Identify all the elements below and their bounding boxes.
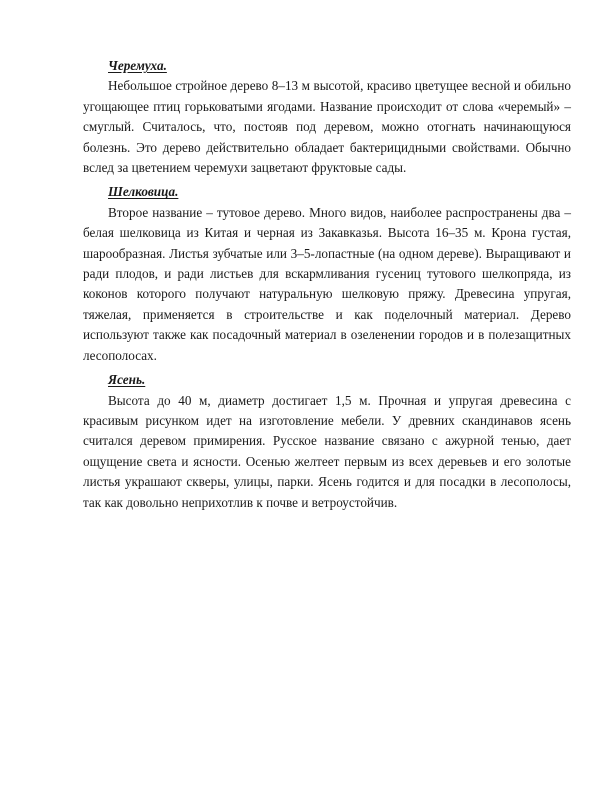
document-body bbox=[83, 56, 571, 517]
section-paragraph: Второе название – тутовое дерево. Много видов, наиболее распространены два – белая шелковица из Китая и черная из Закавказья. Высота 16–35 м. Крона густая, шарообразная. Листья зубчатые или 3–5-лопастные (на одном дереве). Выращивают и ради плодов, и ради листьев для вскармливания гусениц тутового шелкопряда, из коконов которого получают натуральную шелковую пряжу. Древесина упругая, тяжелая, применяется в строительстве и как поделочный материал. Дерево используют также как посадочный материал в озеленении городов и в полезащитных лесополосах. bbox=[83, 204, 571, 363]
section-cheremukha bbox=[83, 56, 571, 178]
section-heading: Ясень. bbox=[108, 372, 146, 388]
section-paragraph: Небольшое стройное дерево 8–13 м высотой, красиво цветущее весной и обильно угощающее птиц горьковатыми ягодами. Название происходит от слова «черемый» – смуглый. Считалось, что, постояв под деревом, можно отогнать начинающуюся болезнь. Это дерево действительно обладает бактерицидными свойствами. Обычно вслед за цветением черемухи зацветают фруктовые сады. bbox=[83, 78, 571, 176]
section-heading: Черемуха. bbox=[108, 58, 167, 73]
section-heading: Шелковица. bbox=[108, 184, 179, 200]
section-yasen bbox=[83, 370, 571, 513]
section-shelkovitsa bbox=[83, 182, 571, 366]
section-paragraph: Высота до 40 м, диаметр достигает 1,5 м. Прочная и упругая древесина с красивым рисунком идет на изготовление мебели. У древних скандинавов ясень считался деревом примирения. Русское название связано с ажурной тенью, дает ощущение света и ясности. Осенью желтеет первым из всех деревьев и его золотые листья украшают скверы, улицы, парки. Ясень годится и для посадки в лесополосы, так как довольно неприхотлив к почве и ветроустойчив. bbox=[83, 392, 571, 510]
